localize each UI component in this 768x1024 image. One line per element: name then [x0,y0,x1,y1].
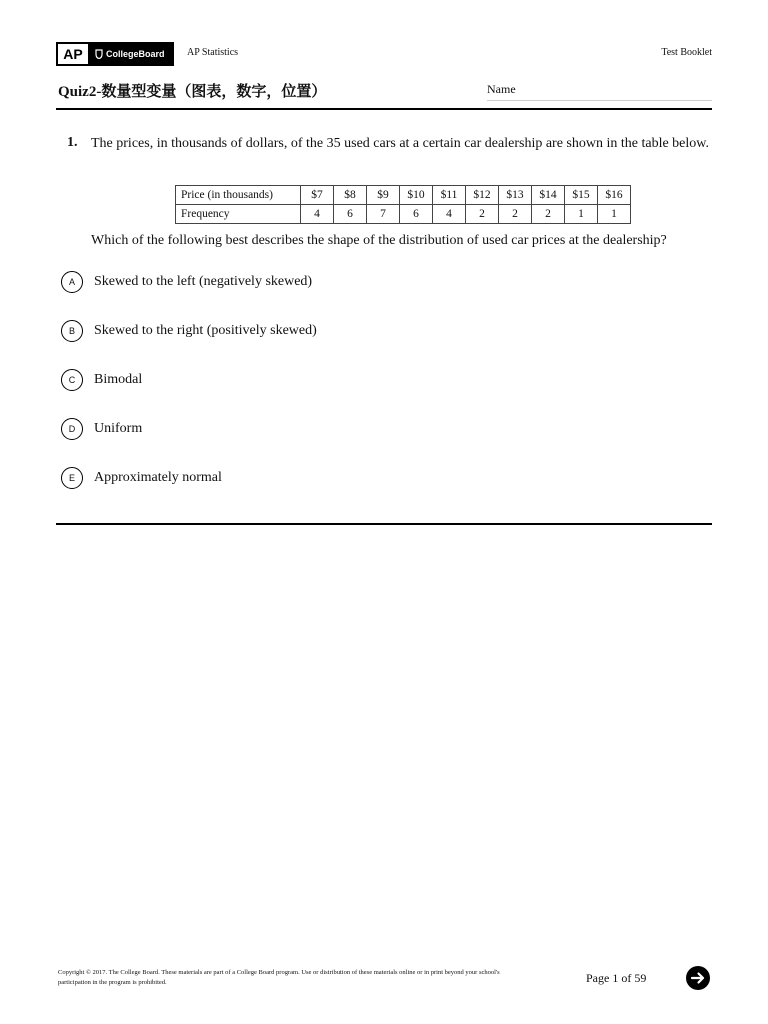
question-prompt: Which of the following best describes the shape of the distribution of used car prices at the dealership? [91,233,667,248]
header-divider [56,108,712,110]
question-text: The prices, in thousands of dollars, of the 35 used cars at a certain car dealership are shown in the table below. [91,136,709,151]
frequency-row [176,205,631,224]
name-field-line [487,100,712,101]
price-cell: $12 [466,186,499,205]
price-cell: $16 [598,186,631,205]
choice-letter-bubble[interactable]: E [61,467,83,489]
choice-text: Skewed to the right (positively skewed) [94,323,317,338]
frequency-row-label: Frequency [176,205,301,224]
frequency-table [175,185,631,224]
choice-text: Uniform [94,421,143,436]
price-cell: $11 [433,186,466,205]
frequency-cell: 4 [301,205,334,224]
frequency-cell: 2 [499,205,532,224]
price-cell: $9 [367,186,400,205]
frequency-cell: 2 [532,205,565,224]
question-divider [56,523,712,525]
frequency-cell: 2 [466,205,499,224]
choice-text: Skewed to the left (negatively skewed) [94,274,313,289]
price-cell: $7 [301,186,334,205]
name-label: Name [487,82,516,96]
page-number: Page 1 of 59 [586,971,647,985]
choice-e[interactable] [61,467,222,489]
choice-b[interactable] [61,320,317,342]
choice-letter-bubble[interactable]: D [61,418,83,440]
question-number: 1. [67,135,78,150]
frequency-cell: 4 [433,205,466,224]
frequency-cell: 1 [598,205,631,224]
copyright-notice: Copyright © 2017. The College Board. These materials are part of a College Board program. Use or distribution of these materials online or in print beyond your school's participation in the program is prohibited. [58,969,500,986]
price-cell: $8 [334,186,367,205]
arrow-right-circle-icon [690,970,706,986]
frequency-cell: 1 [565,205,598,224]
next-page-button[interactable] [686,966,710,990]
price-cell: $13 [499,186,532,205]
subject-label: AP Statistics [187,47,239,58]
booklet-label: Test Booklet [661,47,712,58]
frequency-cell: 6 [334,205,367,224]
price-cell: $15 [565,186,598,205]
collegeboard-text: CollegeBoard [106,49,165,59]
ap-collegeboard-logo [56,42,174,66]
frequency-cell: 7 [367,205,400,224]
page-title: Quiz2-数量型变量（图表，数字，位置） [58,84,327,100]
choice-a[interactable] [61,271,312,293]
choice-c[interactable] [61,369,142,391]
choice-text: Bimodal [94,372,143,387]
price-row [176,186,631,205]
choice-d[interactable] [61,418,142,440]
price-cell: $14 [532,186,565,205]
collegeboard-wordmark [89,49,165,59]
frequency-cell: 6 [400,205,433,224]
choice-letter-bubble[interactable]: C [61,369,83,391]
ap-logo-mark: AP [57,43,89,65]
choice-letter-bubble[interactable]: B [61,320,83,342]
choice-letter-bubble[interactable]: A [61,271,83,293]
price-row-label: Price (in thousands) [176,186,301,205]
acorn-icon [95,49,103,59]
price-cell: $10 [400,186,433,205]
choice-text: Approximately normal [94,470,222,485]
